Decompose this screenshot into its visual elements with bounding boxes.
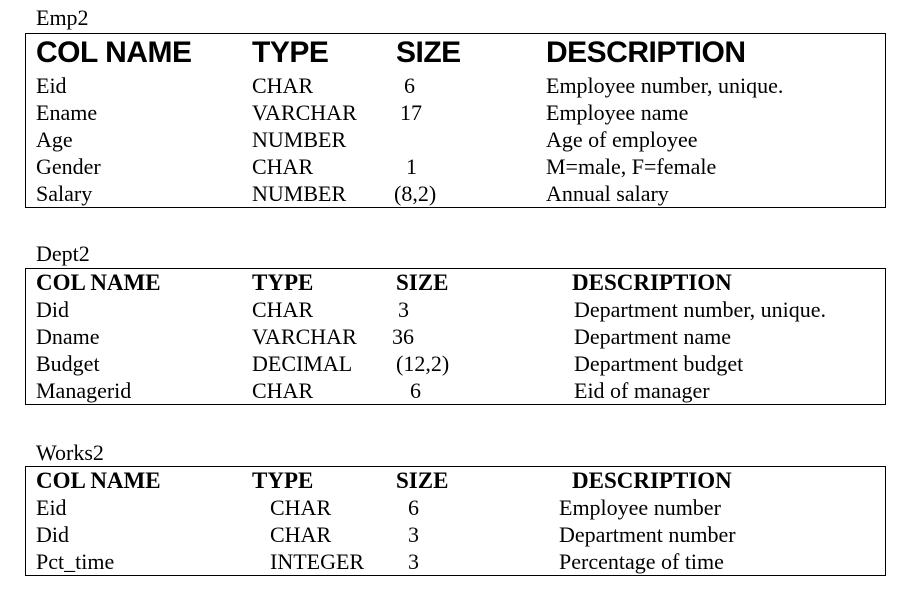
- size-cell: 6: [404, 73, 415, 98]
- table-title-works2: Works2: [36, 440, 104, 465]
- description-cell: Annual salary: [546, 181, 669, 206]
- type-cell: INTEGER: [270, 549, 365, 574]
- header-size: SIZE: [396, 36, 461, 69]
- size-cell: 6: [410, 378, 421, 403]
- size-cell: 3: [408, 549, 419, 574]
- description-cell: Department budget: [574, 351, 744, 376]
- table-emp2: [25, 33, 886, 208]
- col-name-cell: Budget: [36, 351, 100, 376]
- header-col-name: COL NAME: [36, 36, 192, 69]
- description-cell: Percentage of time: [559, 549, 724, 574]
- type-cell: CHAR: [252, 378, 314, 403]
- header-description: DESCRIPTION: [546, 36, 746, 69]
- col-name-cell: Age: [36, 127, 73, 152]
- type-cell: NUMBER: [252, 181, 347, 206]
- table-row: [26, 72, 885, 99]
- type-cell: CHAR: [270, 495, 332, 520]
- table-row: [26, 296, 885, 323]
- table-row: [26, 377, 885, 404]
- col-name-cell: Eid: [36, 495, 67, 520]
- description-cell: Department number, unique.: [574, 297, 827, 322]
- col-name-cell: Ename: [36, 100, 98, 125]
- col-name-cell: Did: [36, 297, 69, 322]
- col-name-cell: Eid: [36, 73, 67, 98]
- type-cell: NUMBER: [252, 127, 347, 152]
- table-row: [26, 350, 885, 377]
- col-name-cell: Pct_time: [36, 549, 115, 574]
- table-row: [26, 548, 885, 575]
- description-cell: Employee name: [546, 100, 689, 125]
- size-cell: 6: [408, 495, 419, 520]
- table-row: [26, 494, 885, 521]
- size-cell: 36: [392, 324, 414, 349]
- description-cell: Age of employee: [546, 127, 698, 152]
- col-name-cell: Did: [36, 522, 69, 547]
- header-col-name: COL NAME: [36, 468, 161, 493]
- description-cell: Employee number, unique.: [546, 73, 784, 98]
- description-cell: Employee number: [559, 495, 721, 520]
- header-row: [26, 269, 885, 296]
- header-description: DESCRIPTION: [572, 468, 732, 493]
- table-title-dept2: Dept2: [36, 241, 90, 266]
- type-cell: VARCHAR: [252, 324, 357, 349]
- size-cell: 17: [400, 100, 422, 125]
- header-type: TYPE: [252, 36, 329, 69]
- size-cell: 3: [398, 297, 409, 322]
- table-row: [26, 180, 885, 207]
- header-type: TYPE: [252, 468, 314, 493]
- header-row: [26, 34, 885, 72]
- type-cell: CHAR: [252, 154, 314, 179]
- type-cell: CHAR: [270, 522, 332, 547]
- size-cell: 1: [406, 154, 417, 179]
- table-row: [26, 99, 885, 126]
- table-row: [26, 126, 885, 153]
- col-name-cell: Gender: [36, 154, 101, 179]
- table-row: [26, 521, 885, 548]
- size-cell: (8,2): [394, 181, 437, 206]
- header-type: TYPE: [252, 270, 314, 295]
- type-cell: CHAR: [252, 297, 314, 322]
- header-row: [26, 467, 885, 494]
- table-works2: [25, 466, 886, 576]
- header-description: DESCRIPTION: [572, 270, 732, 295]
- header-size: SIZE: [396, 468, 449, 493]
- description-cell: Department number: [559, 522, 736, 547]
- table-row: [26, 323, 885, 350]
- type-cell: DECIMAL: [252, 351, 353, 376]
- size-cell: 3: [408, 522, 419, 547]
- table-title-emp2: Emp2: [36, 5, 89, 30]
- description-cell: Department name: [574, 324, 731, 349]
- type-cell: CHAR: [252, 73, 314, 98]
- header-col-name: COL NAME: [36, 270, 161, 295]
- col-name-cell: Managerid: [36, 378, 132, 403]
- description-cell: M=male, F=female: [546, 154, 717, 179]
- col-name-cell: Dname: [36, 324, 100, 349]
- description-cell: Eid of manager: [574, 378, 710, 403]
- header-size: SIZE: [396, 270, 449, 295]
- table-dept2: [25, 268, 886, 405]
- table-row: [26, 153, 885, 180]
- size-cell: (12,2): [396, 351, 450, 376]
- col-name-cell: Salary: [36, 181, 93, 206]
- type-cell: VARCHAR: [252, 100, 357, 125]
